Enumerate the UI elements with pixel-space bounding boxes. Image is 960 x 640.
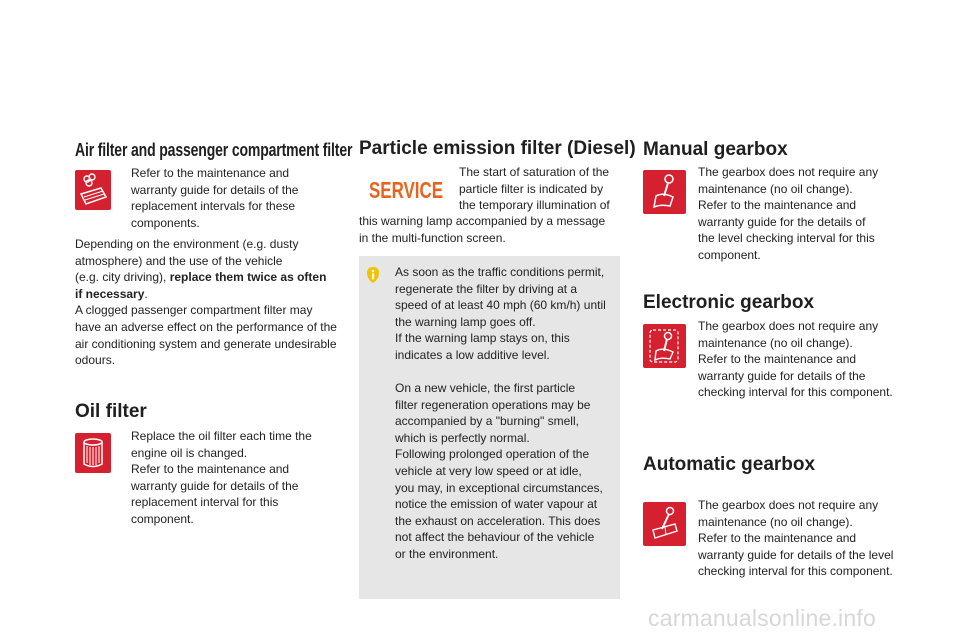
electronic-gearbox-title: Electronic gearbox [643,292,815,313]
text-line: indicates a low additive level. [395,347,550,362]
text-line: accompanied by a "burning" smell, [395,414,579,429]
text-line: speed of at least 40 mph (60 km/h) until [395,298,606,313]
text-line: atmosphere) and the use of the vehicle [75,253,283,268]
text-line: filter regeneration operations may be [395,397,591,412]
service-label: SERVICE [369,177,443,203]
manual-gearbox-title: Manual gearbox [643,139,788,160]
air-filter-body [75,236,345,369]
text-line: Depending on the environment (e.g. dusty [75,237,299,251]
text-line: A clogged passenger compartment filter may [75,303,313,318]
manual-gear-lever-icon [643,170,686,214]
particle-filter-text-short [459,164,624,214]
text-line: component. [131,511,194,526]
text-line: not affect the behaviour of the vehicle [395,530,595,545]
info-text-1 [395,264,620,364]
electronic-gearbox-text [698,318,908,401]
bold-text: if necessary [75,286,145,301]
info-icon [365,266,381,284]
text-line: regenerate the filter by driving at a [395,281,578,296]
text-line: warranty guide for details of the [131,478,299,493]
text-line: warranty guide for details of the [698,368,866,383]
text-span: (e.g. city driving), [75,270,170,285]
oil-filter-text [131,428,331,528]
bold-text: replace them twice as often [169,270,327,285]
text-line: warranty guide for the details of [698,214,866,229]
text-line: Refer to the maintenance and [698,352,857,367]
text-line: Replace the oil filter each time the [131,429,312,443]
text-span: . [144,286,148,301]
text-line: the temporary illumination of [459,198,610,213]
particle-filter-text-long [359,213,624,246]
text-line: this warning lamp accompanied by a message [359,214,606,228]
text-line: you may, in exceptional circumstances, [395,480,603,495]
text-line: or the environment. [395,546,499,561]
oil-filter-title: Oil filter [75,401,147,422]
text-line: Refer to the maintenance and [698,531,857,546]
text-line: maintenance (no oil change). [698,514,853,529]
text-line: the exhaust on acceleration. This does [395,513,601,528]
text-line: the warning lamp goes off. [395,314,536,329]
text-line: components. [131,215,200,230]
text-line: odours. [75,353,116,368]
text-line: If the warning lamp stays on, this [395,331,570,346]
info-text-2 [395,380,620,563]
text-line: The gearbox does not require any [698,498,879,512]
electronic-gear-lever-icon [643,324,686,368]
air-filter-title: Air filter and passenger compartment filter [75,140,353,160]
oil-filter-icon [75,433,111,473]
text-line: notice the emission of water vapour at [395,497,598,512]
text-line: On a new vehicle, the first particle [395,381,576,395]
automatic-gearbox-title: Automatic gearbox [643,454,816,475]
text-line: warranty guide for details of the level [698,547,894,562]
text-line: vehicle at very low speed or at idle, [395,463,582,478]
text-line: Refer to the maintenance and [698,198,857,213]
text-line: air conditioning system and generate undesirable [75,336,337,351]
text-line: have an adverse effect on the performance of the [75,319,337,334]
service-warning-icon [368,174,444,204]
text-line: checking interval for this component. [698,385,893,400]
automatic-gearbox-text [698,497,910,580]
text-line [75,286,345,303]
text-line: the level checking interval for this [698,231,875,246]
automatic-gear-lever-icon [643,502,686,546]
text-line [75,269,345,286]
text-line: As soon as the traffic conditions permit, [395,265,605,279]
text-line: The gearbox does not require any [698,165,879,179]
text-line: engine oil is changed. [131,445,248,460]
text-line: The gearbox does not require any [698,319,879,333]
text-line: checking interval for this component. [698,564,893,579]
text-line: maintenance (no oil change). [698,335,853,350]
text-line: which is perfectly normal. [395,430,530,445]
watermark-text: carmanualsonline.info [648,605,876,631]
text-line: Refer to the maintenance and [131,166,290,180]
air-filter-intro [131,165,331,231]
text-line: replacement interval for this [131,495,279,510]
air-filter-icon [75,170,111,210]
particle-filter-title: Particle emission filter (Diesel) [359,138,636,159]
text-line: Following prolonged operation of the [395,447,590,462]
text-line: replacement intervals for these [131,199,296,214]
text-line: The start of saturation of the [459,165,610,179]
text-line: component. [698,247,761,262]
manual-gearbox-text [698,164,903,264]
text-line: in the multi-function screen. [359,230,506,245]
text-line: maintenance (no oil change). [698,181,853,196]
text-line: particle filter is indicated by [459,181,604,196]
text-line: warranty guide for details of the [131,182,299,197]
text-line: Refer to the maintenance and [131,462,290,477]
